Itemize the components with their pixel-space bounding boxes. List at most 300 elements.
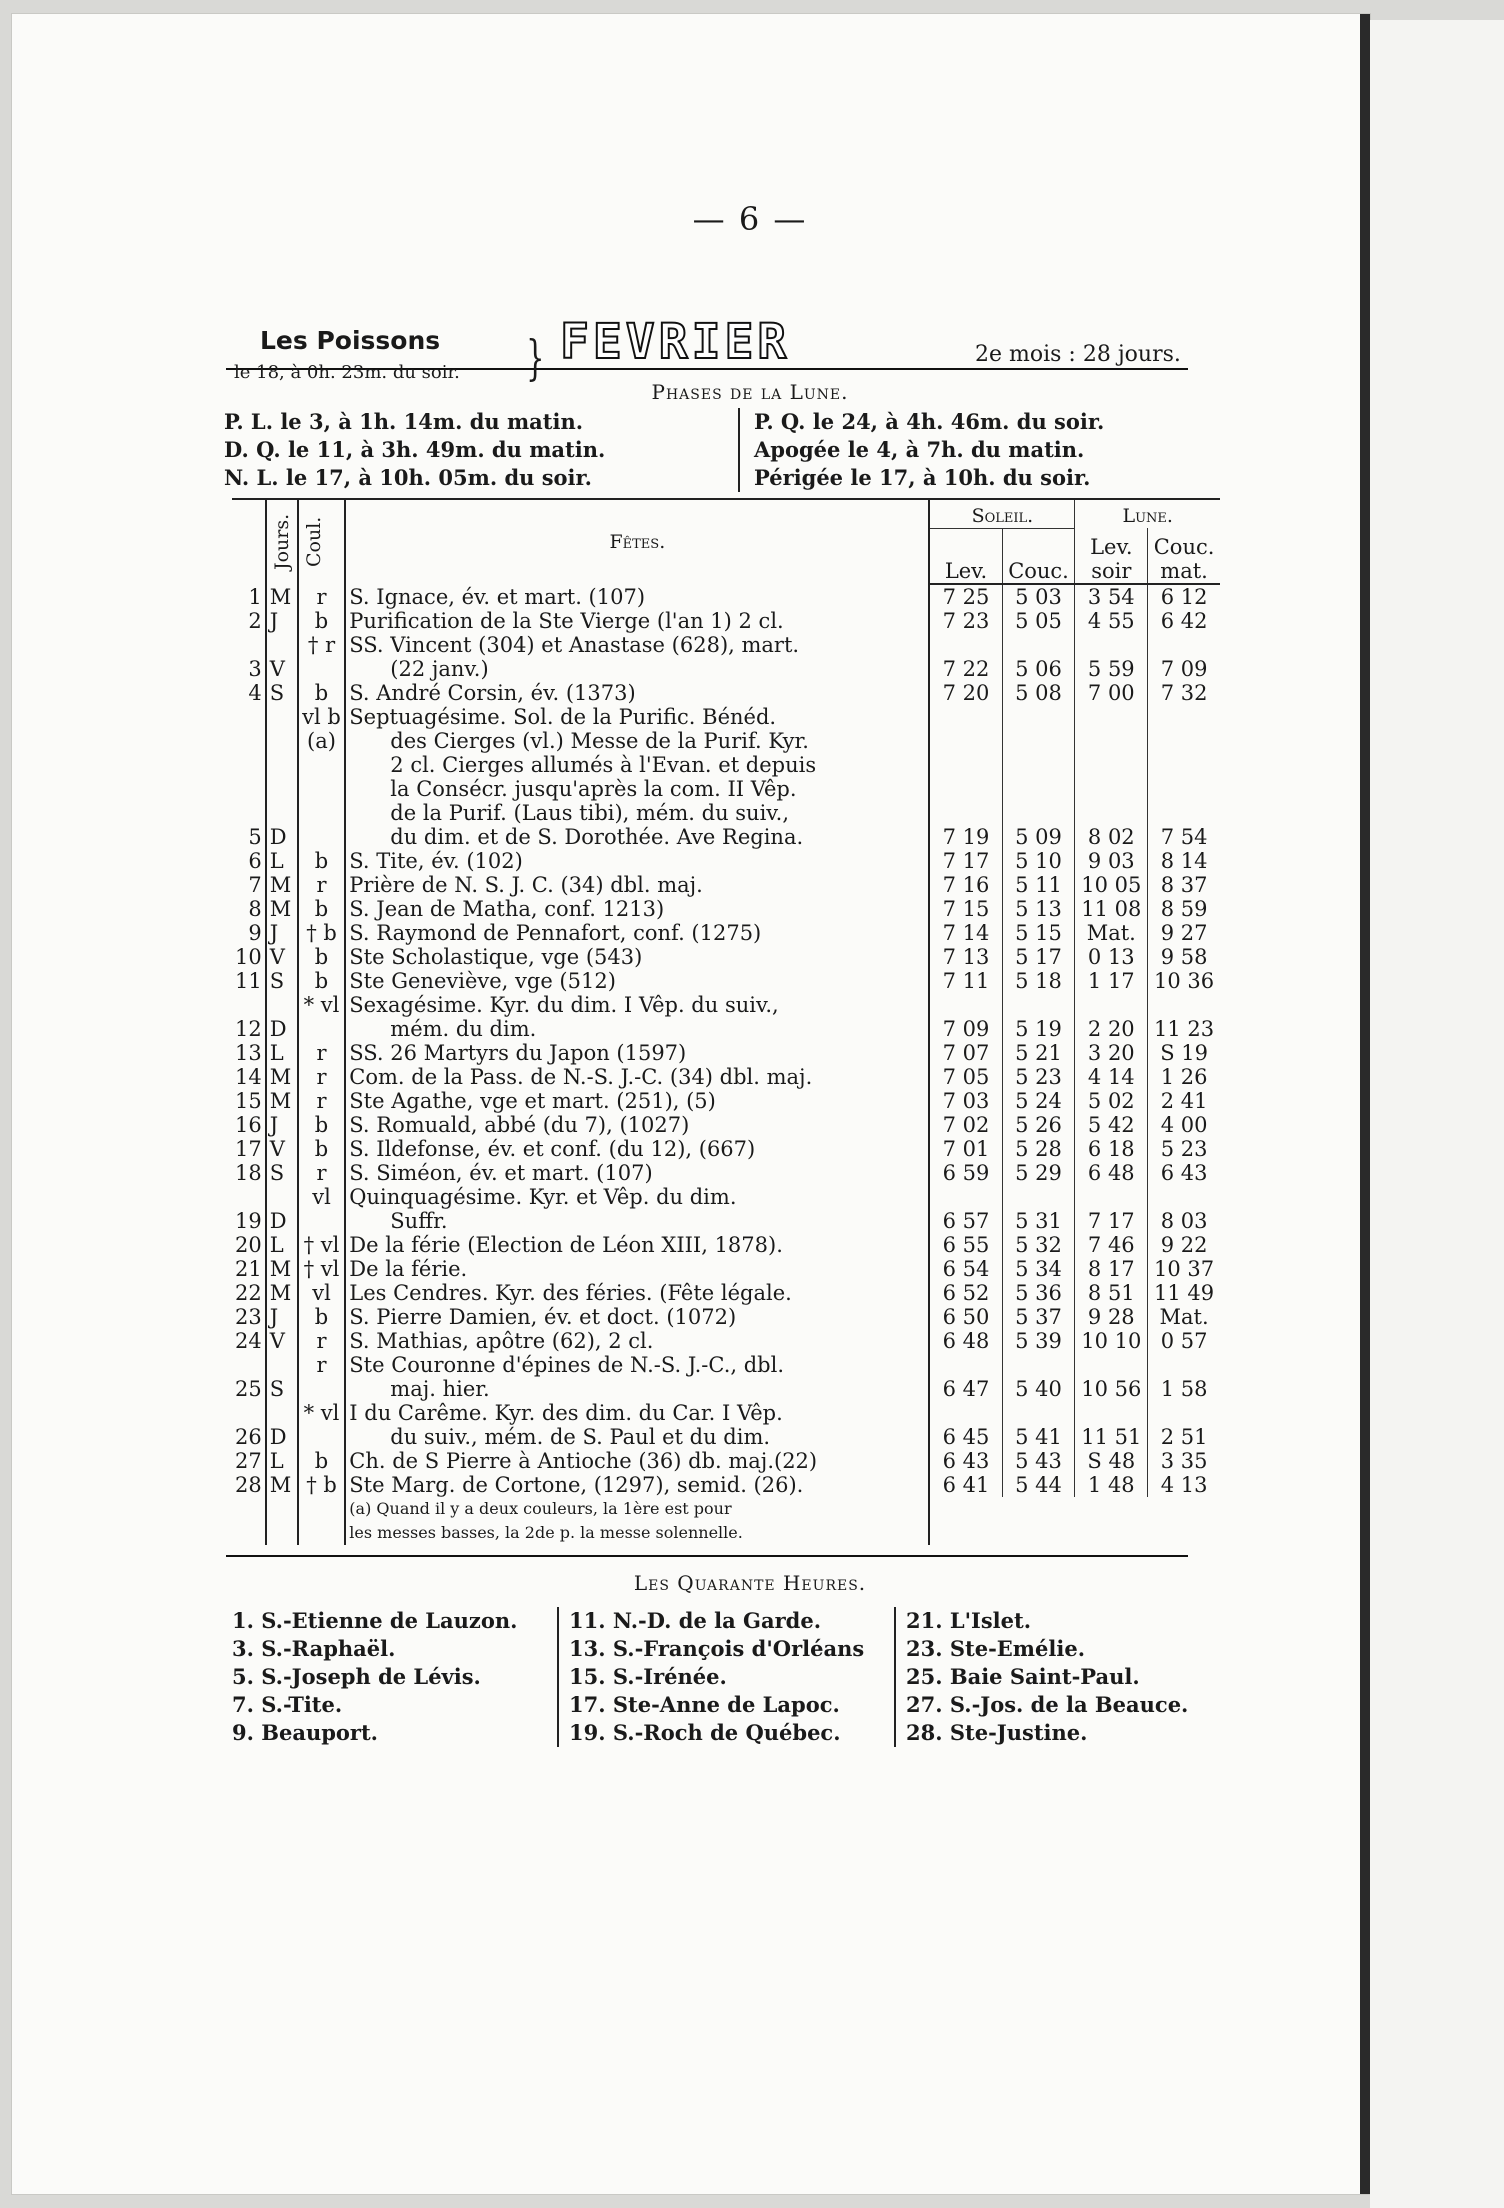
moonset <box>1148 729 1220 753</box>
moonset: 1 58 <box>1148 1377 1220 1401</box>
sunrise <box>929 753 1002 777</box>
liturgical-color: (a) <box>298 729 346 753</box>
feast-text: Ch. de S Pierre à Antioche (36) db. maj.(22) <box>345 1449 929 1473</box>
parish-entry: 3. S.-Raphaël. <box>232 1636 396 1661</box>
day-of-week <box>266 753 298 777</box>
parish-entry: 23. Ste-Emélie. <box>906 1636 1086 1661</box>
sunset: 5 31 <box>1002 1209 1075 1233</box>
liturgical-color <box>298 825 346 849</box>
parish-entry: 17. Ste-Anne de Lapoc. <box>569 1692 840 1717</box>
day-of-week: M <box>266 1065 298 1089</box>
feast-text: S. André Corsin, év. (1373) <box>345 681 929 705</box>
day-number: 3 <box>248 657 262 681</box>
calendar-table <box>232 498 1220 1545</box>
day-number: 24 <box>235 1329 262 1353</box>
table-row <box>232 1185 1220 1209</box>
sunset <box>1002 705 1075 729</box>
parish-entry: 19. S.-Roch de Québec. <box>569 1720 841 1745</box>
day-of-week: V <box>266 657 298 681</box>
sunrise: 6 55 <box>942 1233 990 1257</box>
quarante-heures-title: Les Quarante Heures. <box>633 1571 867 1595</box>
feast-text: S. Mathias, apôtre (62), 2 cl. <box>345 1329 929 1353</box>
sunrise <box>929 705 1002 729</box>
sunset <box>1002 729 1075 753</box>
moonrise: 5 42 <box>1075 1113 1148 1137</box>
liturgical-color: † b <box>298 921 346 945</box>
table-row <box>232 1353 1220 1377</box>
parish-entry: 27. S.-Jos. de la Beauce. <box>906 1692 1189 1717</box>
sunset: 5 37 <box>1002 1305 1075 1329</box>
parish-entry: 1. S.-Etienne de Lauzon. <box>232 1608 518 1633</box>
moonrise: 10 56 <box>1075 1377 1148 1401</box>
day-of-week <box>266 801 298 825</box>
day-of-week: M <box>266 1089 298 1113</box>
feast-text: du suiv., mém. de S. Paul et du dim. <box>345 1425 929 1449</box>
moonset <box>1148 705 1220 729</box>
sunrise <box>929 801 1002 825</box>
sunset: 5 10 <box>1002 849 1075 873</box>
liturgical-color: vl b <box>298 705 346 729</box>
table-row <box>232 705 1220 729</box>
table-row <box>232 1065 1220 1089</box>
month-title: FEVRIER <box>560 314 791 370</box>
feast-text: S. Ignace, év. et mart. (107) <box>345 584 929 609</box>
day-number: 12 <box>235 1017 262 1041</box>
day-of-week: J <box>266 1305 298 1329</box>
table-row <box>232 873 1220 897</box>
day-of-week: M <box>266 1257 298 1281</box>
day-of-week <box>266 705 298 729</box>
day-number: 20 <box>235 1233 262 1257</box>
liturgical-color: r <box>298 1161 346 1185</box>
moon-phases-left <box>224 408 740 492</box>
sunrise <box>929 1185 1002 1209</box>
table-row <box>232 1473 1220 1497</box>
day-number: 5 <box>248 825 262 849</box>
phase-line: P. Q. le 24, à 4h. 46m. du soir. <box>754 409 1105 434</box>
moonrise <box>1075 1401 1148 1425</box>
moonrise: 1 48 <box>1075 1473 1148 1497</box>
day-number: 11 <box>235 969 262 993</box>
sunrise: 7 14 <box>942 921 990 945</box>
table-row <box>232 1041 1220 1065</box>
moonset <box>1148 753 1220 777</box>
sunrise <box>929 993 1002 1017</box>
sunrise: 6 43 <box>942 1449 990 1473</box>
table-row <box>232 777 1220 801</box>
moonrise: 0 13 <box>1075 945 1148 969</box>
liturgical-color: b <box>298 1449 346 1473</box>
sunset: 5 09 <box>1002 825 1075 849</box>
day-of-week: S <box>266 969 298 993</box>
liturgical-color: r <box>298 584 346 609</box>
moonset: 2 41 <box>1148 1089 1220 1113</box>
table-row <box>232 657 1220 681</box>
day-number: 6 <box>248 849 262 873</box>
day-number: 16 <box>235 1113 262 1137</box>
liturgical-color: r <box>298 1089 346 1113</box>
moonset: 5 23 <box>1148 1137 1220 1161</box>
moonset: 4 00 <box>1148 1113 1220 1137</box>
day-number: 10 <box>235 945 262 969</box>
moonrise: 4 14 <box>1075 1065 1148 1089</box>
parish-entry: 11. N.-D. de la Garde. <box>569 1608 822 1633</box>
moonset <box>1148 1401 1220 1425</box>
feast-text: de la Purif. (Laus tibi), mém. du suiv., <box>345 801 929 825</box>
day-of-week <box>266 633 298 657</box>
liturgical-color: b <box>298 681 346 705</box>
sunset <box>1002 633 1075 657</box>
table-row <box>232 1113 1220 1137</box>
table-row <box>232 1377 1220 1401</box>
day-number <box>232 1353 266 1377</box>
liturgical-color: b <box>298 969 346 993</box>
liturgical-color: vl <box>298 1281 346 1305</box>
moonset: S 19 <box>1148 1041 1220 1065</box>
sunrise: 6 41 <box>942 1473 990 1497</box>
day-of-week: S <box>266 1161 298 1185</box>
sunrise: 7 22 <box>942 657 990 681</box>
table-row <box>232 1425 1220 1449</box>
table-row <box>232 1281 1220 1305</box>
moonrise <box>1075 705 1148 729</box>
brace-glyph: } <box>526 330 545 386</box>
table-row <box>232 1161 1220 1185</box>
table-row <box>232 633 1220 657</box>
col-soleil: Soleil. <box>929 499 1075 528</box>
moonrise: 7 46 <box>1075 1233 1148 1257</box>
feast-text: Quinquagésime. Kyr. et Vêp. du dim. <box>345 1185 929 1209</box>
liturgical-color <box>298 1377 346 1401</box>
day-of-week: J <box>266 1113 298 1137</box>
feast-text: Ste Marg. de Cortone, (1297), semid. (26). <box>345 1473 929 1497</box>
day-of-week <box>266 777 298 801</box>
day-of-week <box>266 1353 298 1377</box>
col-fetes: Fêtes. <box>345 499 929 584</box>
day-number: 23 <box>235 1305 262 1329</box>
month-header <box>220 238 1220 386</box>
table-row <box>232 849 1220 873</box>
sunrise <box>929 1401 1002 1425</box>
divider-rule <box>226 1555 1188 1557</box>
feast-text: SS. Vincent (304) et Anastase (628), mart. <box>345 633 929 657</box>
page-number: — 6 — <box>692 200 808 238</box>
moon-phases-title: Phases de la Lune. <box>651 380 849 404</box>
day-number: 14 <box>235 1065 262 1089</box>
feast-text: I du Carême. Kyr. des dim. du Car. I Vêp. <box>345 1401 929 1425</box>
day-of-week: S <box>266 1377 298 1401</box>
feast-text: Com. de la Pass. de N.-S. J.-C. (34) dbl. maj. <box>345 1065 929 1089</box>
day-number <box>232 705 266 729</box>
table-row <box>232 825 1220 849</box>
parish-entry: 28. Ste-Justine. <box>906 1720 1088 1745</box>
sunset <box>1002 753 1075 777</box>
quarante-heures-col1 <box>232 1607 559 1747</box>
table-row <box>232 753 1220 777</box>
table-row <box>232 729 1220 753</box>
liturgical-color: b <box>298 1305 346 1329</box>
liturgical-color: b <box>298 1113 346 1137</box>
sunset: 5 40 <box>1002 1377 1075 1401</box>
feast-text: mém. du dim. <box>345 1017 929 1041</box>
sunrise: 7 19 <box>942 825 990 849</box>
liturgical-color: r <box>298 1353 346 1377</box>
moonset: 7 09 <box>1148 657 1220 681</box>
feast-text: Septuagésime. Sol. de la Purific. Bénéd. <box>345 705 929 729</box>
table-row <box>232 897 1220 921</box>
sunset: 5 26 <box>1002 1113 1075 1137</box>
sunset: 5 39 <box>1002 1329 1075 1353</box>
feast-text: Ste Agathe, vge et mart. (251), (5) <box>345 1089 929 1113</box>
moonset: 9 58 <box>1148 945 1220 969</box>
liturgical-color: † vl <box>298 1257 346 1281</box>
sunset: 5 05 <box>1002 609 1075 633</box>
liturgical-color <box>298 777 346 801</box>
day-of-week: D <box>266 1017 298 1041</box>
day-number <box>232 993 266 1017</box>
moonrise: 6 48 <box>1075 1161 1148 1185</box>
parish-entry: 15. S.-Irénée. <box>569 1664 727 1689</box>
day-of-week: L <box>266 1449 298 1473</box>
feast-text: Sexagésime. Kyr. du dim. I Vêp. du suiv., <box>345 993 929 1017</box>
moonrise <box>1075 633 1148 657</box>
moonrise: 5 59 <box>1075 657 1148 681</box>
liturgical-color: vl <box>298 1185 346 1209</box>
feast-text: Prière de N. S. J. C. (34) dbl. maj. <box>345 873 929 897</box>
table-row <box>232 993 1220 1017</box>
parish-entry: 25. Baie Saint-Paul. <box>906 1664 1140 1689</box>
sunrise: 7 20 <box>942 681 990 705</box>
day-number: 8 <box>248 897 262 921</box>
sunset: 5 03 <box>1002 584 1075 609</box>
feast-text: S. Tite, év. (102) <box>345 849 929 873</box>
phase-line: Périgée le 17, à 10h. du soir. <box>754 465 1091 490</box>
day-number: 4 <box>248 681 262 705</box>
sunset: 5 06 <box>1002 657 1075 681</box>
moonset: 8 37 <box>1148 873 1220 897</box>
table-row <box>232 1257 1220 1281</box>
sunrise: 6 57 <box>942 1209 990 1233</box>
day-of-week: S <box>266 681 298 705</box>
phase-line: Apogée le 4, à 7h. du matin. <box>754 437 1085 462</box>
moonrise <box>1075 1185 1148 1209</box>
table-row <box>232 1329 1220 1353</box>
feast-text: des Cierges (vl.) Messe de la Purif. Kyr. <box>345 729 929 753</box>
day-of-week: L <box>266 1233 298 1257</box>
day-number: 21 <box>235 1257 262 1281</box>
table-row <box>232 801 1220 825</box>
zodiac-sign-note: le 18, à 0h. 23m. du soir. <box>234 362 460 383</box>
parish-entry: 5. S.-Joseph de Lévis. <box>232 1664 481 1689</box>
month-length: 2e mois : 28 jours. <box>975 342 1181 367</box>
sunset <box>1002 777 1075 801</box>
sunrise <box>929 729 1002 753</box>
feast-text: Les Cendres. Kyr. des féries. (Fête légale. <box>345 1281 929 1305</box>
day-of-week: M <box>266 584 298 609</box>
sunrise: 6 52 <box>942 1281 990 1305</box>
table-row <box>232 1449 1220 1473</box>
moonset: 11 23 <box>1148 1017 1220 1041</box>
parish-entry: 7. S.-Tite. <box>232 1692 343 1717</box>
moonset: 10 37 <box>1148 1257 1220 1281</box>
sunrise: 7 02 <box>942 1113 990 1137</box>
moonset: 7 54 <box>1148 825 1220 849</box>
moonset: 4 13 <box>1148 1473 1220 1497</box>
calendar-rows <box>232 584 1220 1497</box>
sunset: 5 44 <box>1002 1473 1075 1497</box>
moonrise: 1 17 <box>1075 969 1148 993</box>
day-number: 2 <box>248 609 262 633</box>
day-number: 27 <box>235 1449 262 1473</box>
day-of-week <box>266 993 298 1017</box>
table-row <box>232 1017 1220 1041</box>
table-row <box>232 1305 1220 1329</box>
moonrise: 5 02 <box>1075 1089 1148 1113</box>
day-of-week: M <box>266 1473 298 1497</box>
moonset <box>1148 993 1220 1017</box>
day-of-week <box>266 729 298 753</box>
moonrise <box>1075 753 1148 777</box>
sunrise: 7 17 <box>942 849 990 873</box>
moonset: 8 59 <box>1148 897 1220 921</box>
feast-text: Ste Geneviève, vge (512) <box>345 969 929 993</box>
day-number: 18 <box>235 1161 262 1185</box>
moonrise: S 48 <box>1075 1449 1148 1473</box>
moonset: 0 57 <box>1148 1329 1220 1353</box>
day-number <box>232 777 266 801</box>
sunset: 5 19 <box>1002 1017 1075 1041</box>
sunrise <box>929 777 1002 801</box>
moonset: 9 27 <box>1148 921 1220 945</box>
table-row <box>232 1089 1220 1113</box>
liturgical-color: † vl <box>298 1233 346 1257</box>
sunset <box>1002 801 1075 825</box>
table-row <box>232 584 1220 609</box>
day-number <box>232 1185 266 1209</box>
table-row <box>232 1209 1220 1233</box>
moonset: 11 49 <box>1148 1281 1220 1305</box>
moon-phases-right <box>740 408 1104 492</box>
moonset: 3 35 <box>1148 1449 1220 1473</box>
moonset <box>1148 777 1220 801</box>
moonrise <box>1075 993 1148 1017</box>
feast-text: S. Romuald, abbé (du 7), (1027) <box>345 1113 929 1137</box>
feast-text: De la férie (Election de Léon XIII, 1878). <box>345 1233 929 1257</box>
sunset <box>1002 1185 1075 1209</box>
quarante-heures <box>232 1607 1220 1747</box>
day-of-week: V <box>266 945 298 969</box>
moonset: Mat. <box>1148 1305 1220 1329</box>
col-lune-couc: Couc. mat. <box>1148 528 1220 584</box>
sunset: 5 23 <box>1002 1065 1075 1089</box>
parish-entry: 9. Beauport. <box>232 1720 378 1745</box>
sunset: 5 18 <box>1002 969 1075 993</box>
day-of-week <box>266 1401 298 1425</box>
sunrise: 6 45 <box>942 1425 990 1449</box>
sunset: 5 15 <box>1002 921 1075 945</box>
moonrise: 4 55 <box>1075 609 1148 633</box>
quarante-heures-col3 <box>896 1607 1188 1747</box>
parish-entry: 13. S.-François d'Orléans <box>569 1636 865 1661</box>
feast-text: du dim. et de S. Dorothée. Ave Regina. <box>345 825 929 849</box>
day-of-week: V <box>266 1329 298 1353</box>
next-page-edge <box>1370 20 1504 2208</box>
col-lune: Lune. <box>1122 505 1173 528</box>
moonrise: 7 17 <box>1075 1209 1148 1233</box>
day-number: 17 <box>235 1137 262 1161</box>
day-number: 22 <box>235 1281 262 1305</box>
day-number: 1 <box>248 585 262 609</box>
moonrise: 7 00 <box>1075 681 1148 705</box>
day-number <box>232 729 266 753</box>
table-row <box>232 1401 1220 1425</box>
moonset: 8 14 <box>1148 849 1220 873</box>
sunrise: 6 50 <box>942 1305 990 1329</box>
liturgical-color: b <box>298 945 346 969</box>
day-number: 25 <box>235 1377 262 1401</box>
day-of-week: L <box>266 849 298 873</box>
day-number: 7 <box>248 873 262 897</box>
sunrise <box>929 1353 1002 1377</box>
table-row <box>232 969 1220 993</box>
moonrise: 11 51 <box>1075 1425 1148 1449</box>
moonset: 2 51 <box>1148 1425 1220 1449</box>
moonset: 1 26 <box>1148 1065 1220 1089</box>
liturgical-color: b <box>298 849 346 873</box>
moonset <box>1148 1353 1220 1377</box>
day-of-week: M <box>266 1281 298 1305</box>
feast-text: SS. 26 Martyrs du Japon (1597) <box>345 1041 929 1065</box>
sunset <box>1002 993 1075 1017</box>
feast-text: (22 janv.) <box>345 657 929 681</box>
feast-text: Purification de la Ste Vierge (l'an 1) 2 cl. <box>345 609 929 633</box>
feast-text: S. Pierre Damien, év. et doct. (1072) <box>345 1305 929 1329</box>
feast-text: Ste Scholastique, vge (543) <box>345 945 929 969</box>
liturgical-color: * vl <box>298 993 346 1017</box>
feast-text: S. Raymond de Pennafort, conf. (1275) <box>345 921 929 945</box>
feast-text: la Consécr. jusqu'après la com. II Vêp. <box>345 777 929 801</box>
moonrise: 9 03 <box>1075 849 1148 873</box>
sunset: 5 41 <box>1002 1425 1075 1449</box>
sunrise: 7 09 <box>942 1017 990 1041</box>
feast-text: 2 cl. Cierges allumés à l'Evan. et depuis <box>345 753 929 777</box>
liturgical-color: † b <box>298 1473 346 1497</box>
sunset <box>1002 1401 1075 1425</box>
moonrise: 8 02 <box>1075 825 1148 849</box>
feast-text: S. Ildefonse, év. et conf. (du 12), (667) <box>345 1137 929 1161</box>
sunset: 5 36 <box>1002 1281 1075 1305</box>
moonrise <box>1075 1353 1148 1377</box>
day-number: 19 <box>235 1209 262 1233</box>
phase-line: P. L. le 3, à 1h. 14m. du matin. <box>224 409 584 434</box>
day-number: 26 <box>235 1425 262 1449</box>
moonset <box>1148 801 1220 825</box>
moonrise <box>1075 801 1148 825</box>
liturgical-color <box>298 657 346 681</box>
col-coul: Coul. <box>298 499 346 584</box>
day-number <box>232 753 266 777</box>
feast-text: maj. hier. <box>345 1377 929 1401</box>
liturgical-color: r <box>298 1041 346 1065</box>
moonrise <box>1075 777 1148 801</box>
sunset: 5 17 <box>1002 945 1075 969</box>
day-of-week: D <box>266 825 298 849</box>
sunrise: 7 05 <box>942 1065 990 1089</box>
moonset: 8 03 <box>1148 1209 1220 1233</box>
sunrise: 6 54 <box>942 1257 990 1281</box>
day-of-week: L <box>266 1041 298 1065</box>
day-of-week: J <box>266 609 298 633</box>
